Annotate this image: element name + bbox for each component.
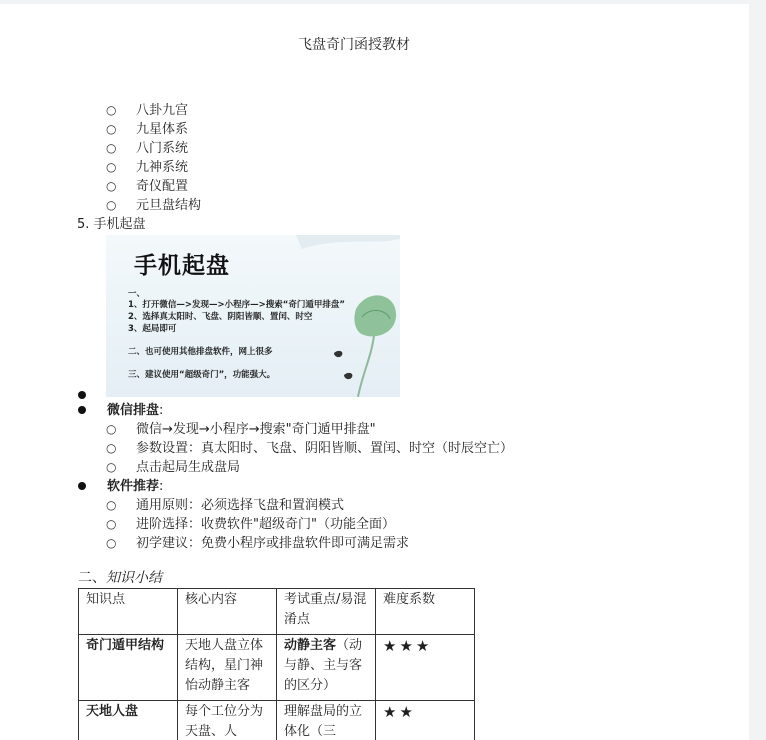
circle-bullet-icon: ○ [106, 460, 117, 474]
list-item: 参数设置：真太阳时、飞盘、阴阳皆顺、置闰、时空（时辰空亡） [136, 441, 514, 456]
image-text-line: 二、也可使用其他排盘软件，网上很多 [128, 347, 273, 357]
circle-bullet-icon: ○ [106, 141, 117, 155]
document-title: 飞盘奇门函授教材 [298, 37, 410, 53]
table-header-row [79, 589, 475, 635]
table-header-cell: 考试重点/易混淆点 [277, 589, 376, 635]
bullet-icon [78, 406, 86, 414]
image-text-line: 一、 [128, 289, 146, 299]
wechat-heading [107, 401, 163, 420]
circle-bullet-icon: ○ [106, 122, 117, 136]
focus-rest-text: 理解盘局的立体化（三 [284, 704, 363, 739]
circle-bullet-icon: ○ [106, 517, 117, 531]
circle-bullet-icon: ○ [106, 179, 117, 193]
image-title: 手机起盘 [134, 253, 230, 279]
software-heading [107, 477, 163, 496]
table-cell-focus [277, 701, 376, 740]
list-item: 元旦盘结构 [136, 198, 202, 213]
focus-rest-text: （动与静、主与客的区分） [284, 638, 363, 693]
table-header-cell: 难度系数 [376, 589, 475, 635]
image-text-line: 2、选择真太阳时、飞盘、阴阳皆顺、置闰、时空 [128, 312, 313, 322]
image-text-line: 3、起局即可 [128, 324, 177, 334]
star-rating-icon: ★★★ [376, 635, 475, 701]
focus-bold-text: 动静主客 [284, 638, 337, 653]
list-item: 点击起局生成盘局 [136, 460, 241, 475]
table-row [79, 701, 475, 740]
star-rating-icon: ★★ [376, 701, 475, 740]
summary-table [78, 588, 475, 740]
table-cell-content: 每个工位分为天盘、人 [178, 701, 277, 740]
section-5-heading: 5. 手机起盘 [77, 217, 146, 232]
wechat-colon: : [159, 403, 164, 418]
table-row [79, 635, 475, 701]
circle-bullet-icon: ○ [106, 160, 117, 174]
image-text-line: 1、打开微信—>发现—>小程序—>搜索“奇门遁甲排盘” [128, 300, 345, 310]
circle-bullet-icon: ○ [106, 441, 117, 455]
table-cell-content: 天地人盘立体结构，星门神怡动静主客 [178, 635, 277, 701]
list-item: 通用原则：必须选择飞盘和置润模式 [136, 498, 345, 513]
list-item: 初学建议：免费小程序或排盘软件即可满足需求 [136, 536, 410, 551]
bullet-icon [78, 482, 86, 490]
software-colon: : [159, 479, 164, 494]
table-cell-point: 天地人盘 [79, 701, 178, 740]
circle-bullet-icon: ○ [106, 422, 117, 436]
phone-setup-image [106, 235, 400, 397]
summary-heading-prefix: 二、 [78, 570, 106, 586]
list-item: 九神系统 [136, 160, 189, 175]
summary-heading-title: 知识小结 [106, 570, 162, 586]
circle-bullet-icon: ○ [106, 103, 117, 117]
image-text-line: 三、建议使用“超级奇门”，功能强大。 [128, 370, 276, 380]
list-item: 进阶选择：收费软件"超级奇门"（功能全面） [136, 517, 395, 532]
document-page [0, 4, 749, 740]
table-header-cell: 核心内容 [178, 589, 277, 635]
list-item: 八卦九宫 [136, 103, 189, 118]
table-header-cell: 知识点 [79, 589, 178, 635]
summary-heading [78, 567, 162, 587]
software-label: 软件推荐 [107, 479, 160, 494]
wechat-label: 微信排盘 [107, 403, 160, 418]
circle-bullet-icon: ○ [106, 498, 117, 512]
table-cell-point: 奇门遁甲结构 [79, 635, 178, 701]
list-item: 微信→发现→小程序→搜索"奇门遁甲排盘" [136, 422, 376, 437]
circle-bullet-icon: ○ [106, 198, 117, 212]
table-cell-focus [277, 635, 376, 701]
list-item: 奇仪配置 [136, 179, 189, 194]
list-item: 九星体系 [136, 122, 189, 137]
list-item: 八门系统 [136, 141, 189, 156]
bullet-icon [78, 391, 86, 399]
circle-bullet-icon: ○ [106, 536, 117, 550]
